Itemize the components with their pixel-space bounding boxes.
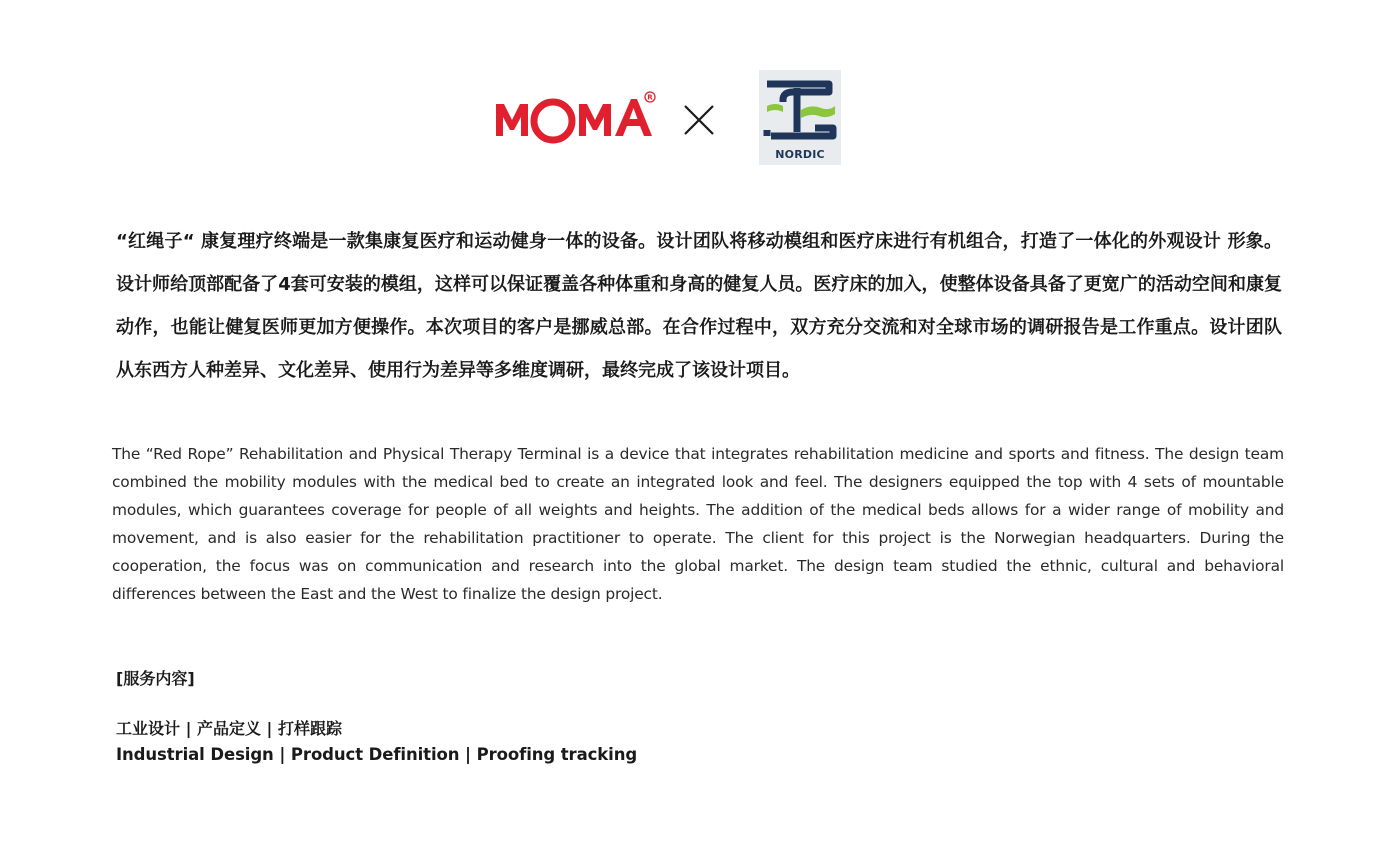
nordic-logo [759, 70, 841, 165]
nordic-logo-mark [759, 70, 841, 148]
nordic-wordmark: NORDIC [775, 148, 825, 161]
partner-logo-row [0, 68, 1400, 168]
services-heading: [服务内容] [116, 669, 195, 688]
collaboration-x-icon [683, 104, 715, 136]
services-list-chinese: 工业设计 | 产品定义 | 打样跟踪 [116, 719, 342, 738]
svg-text:R: R [647, 93, 653, 102]
moma-logo [494, 90, 656, 150]
moma-logo-mark [494, 90, 656, 150]
project-description-chinese: “红绳子“ 康复理疗终端是一款集康复医疗和运动健身一体的设备。设计团队将移动模组和医疗床进行有机组合，打造了一体化的外观设计 形象。设计师给顶部配备了4套可安装的模组，这样可以保证覆盖各种体重和身高的健复人员。医疗床的加入，使整体设备具备了更宽广的活动空间和康复动作，也能让健复医师更加方便操作。本次项目的客户是挪威总部。在合作过程中，双方充分交流和对全球市场的调研报告是工作重点。设计团队从东西方人种差异、文化差异、使用行为差异等多维度调研，最终完成了该设计项目。 [116, 231, 1282, 381]
project-description-english: The “Red Rope” Rehabilitation and Physical Therapy Terminal is a device that integrates rehabilitation medicine and sports and fitness. The design team combined the mobility modules with the medical bed to create an integrated look and feel. The designers equipped the top with 4 sets of mountable modules, which guarantees coverage for people of all weights and heights. The addition of the medical beds allows for a wider range of mobility and movement, and is also easier for the rehabilitation practitioner to operate. The client for this project is the Norwegian headquarters. During the cooperation, the focus was on communication and research into the global market. The design team studied the ethnic, cultural and behavioral differences between the East and the West to finalize the design project. [112, 445, 1284, 603]
services-list-english: Industrial Design | Product Definition | Proofing tracking [116, 745, 638, 764]
